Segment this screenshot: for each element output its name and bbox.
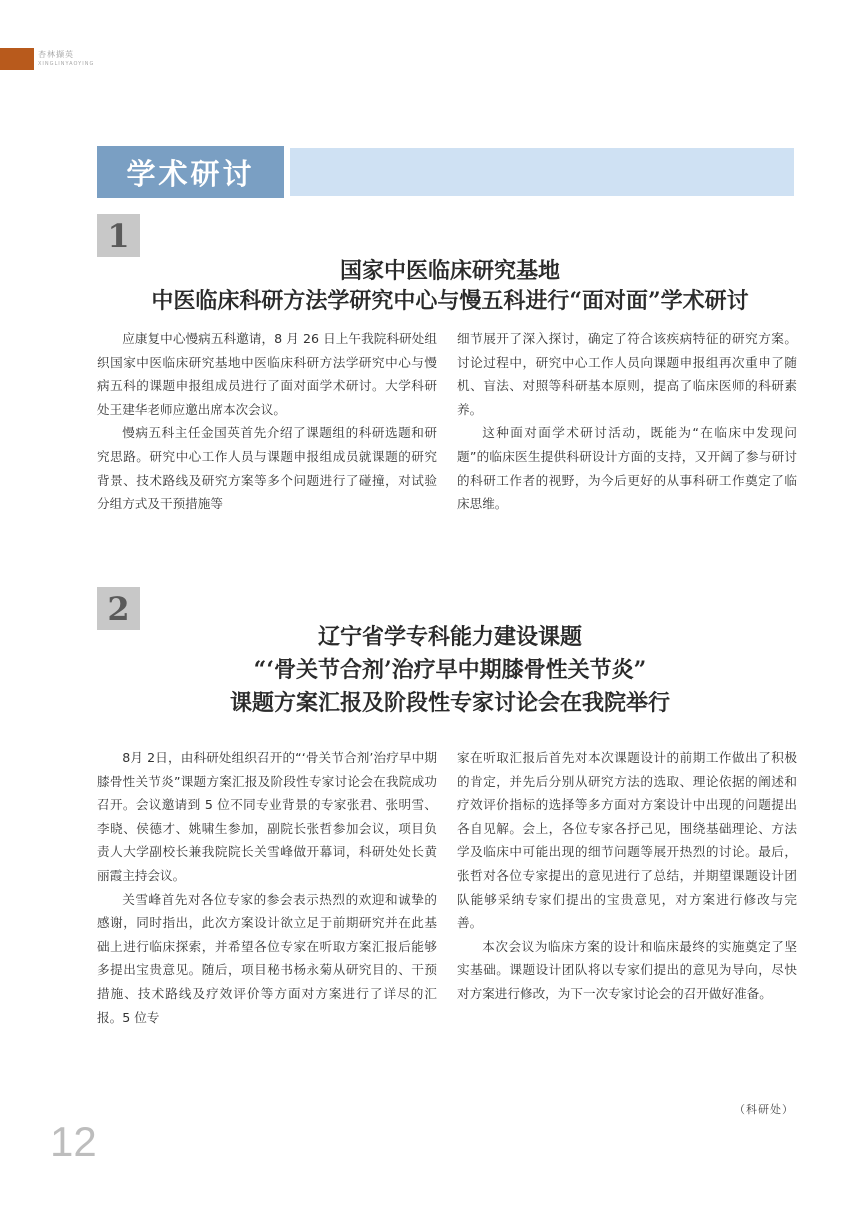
article-number-badge: 2: [97, 587, 140, 630]
magazine-name-pinyin: XINGLINYAOYING: [38, 61, 95, 67]
article-title-line: 国家中医临床研究基地: [339, 258, 560, 284]
paragraph: 慢病五科主任金国英首先介绍了课题组的科研选题和研究思路。研究中心工作人员与课题申报组成员就课题的研究背景、技术路线及研究方案等多个问题进行了碰撞，对试验分组方式及干预措施等: [97, 425, 437, 512]
article-left-column: [97, 746, 437, 1029]
article-title-line: 辽宁省学专科能力建设课题: [317, 624, 582, 650]
article-title-line: “‘骨关节合剂’治疗早中期膝骨性关节炎”: [253, 657, 647, 683]
paragraph: 8月 2日，由科研处组织召开的“‘骨关节合剂’治疗早中期膝骨性关节炎”课题方案汇报及阶段性专家讨论会在我院成功召开。会议邀请到 5 位不同专业背景的专家张君、张明雪、李晓、侯德才、姚啸生参加，副院长张哲参加会议，项目负责人大学副校长兼我院院长关雪峰做开幕词，科研处处长黄丽霞主持会议。: [97, 750, 437, 883]
article-title-line: 中医临床科研方法学研究中心与慢五科进行“面对面”学术研讨: [151, 288, 749, 314]
article-right-column: [457, 746, 797, 1006]
magazine-name: 杏林撷英: [38, 50, 74, 59]
paragraph: 这种面对面学术研讨活动，既能为“在临床中发现问题”的临床医生提供科研设计方面的支持，又开阔了参与研讨的科研工作者的视野，为今后更好的从事科研工作奠定了临床思维。: [457, 425, 797, 512]
article-title-line: 课题方案汇报及阶段性专家讨论会在我院举行: [229, 690, 670, 716]
article-right-column: [457, 327, 797, 516]
paragraph: 本次会议为临床方案的设计和临床最终的实施奠定了坚实基础。课题设计团队将以专家们提出的意见为导向，尽快对方案进行修改，为下一次专家讨论会的召开做好准备。: [457, 938, 797, 1001]
paragraph-continuation: 家在听取汇报后首先对本次课题设计的前期工作做出了积极的肯定，并先后分别从研究方法的选取、理论依据的阐述和疗效评价指标的选择等多方面对方案设计中出现的问题提出各自见解。会上，各位专家各抒己见，围绕基础理论、方法学及临床中可能出现的细节问题等展开热烈的讨论。最后，张哲对各位专家提出的意见进行了总结，并期望课题设计团队能够采纳专家们提出的宝贵意见，对方案进行修改与完善。: [457, 750, 797, 931]
paragraph: 关雪峰首先对各位专家的参会表示热烈的欢迎和诚挚的感谢，同时指出，此次方案设计欲立足于前期研究并在此基础上进行临床探索，并希望各位专家在听取方案汇报后能够多提出宝贵意见。随后，项目秘书杨永菊从研究目的、干预措施、技术路线及疗效评价等方面对方案进行了详尽的汇报。5 位专: [97, 891, 437, 1025]
section-banner-fill: [290, 148, 794, 196]
header-color-bar: [0, 48, 34, 70]
paragraph-continuation: 细节展开了深入探讨，确定了符合该疾病特征的研究方案。讨论过程中，研究中心工作人员向课题申报组再次重申了随机、盲法、对照等科研基本原则，提高了临床医师的科研素养。: [457, 331, 797, 417]
page-number: 12: [50, 1118, 97, 1165]
article-number-badge: 1: [97, 214, 140, 257]
article-source: （科研处）: [734, 1103, 794, 1116]
section-title: 学术研讨: [97, 146, 284, 198]
paragraph: 应康复中心慢病五科邀请，8 月 26 日上午我院科研处组织国家中医临床研究基地中医临床科研方法学研究中心与慢病五科的课题申报组成员进行了面对面学术研讨。大学科研处王建华老师应邀出席本次会议。: [97, 331, 437, 417]
article-left-column: [97, 327, 437, 516]
